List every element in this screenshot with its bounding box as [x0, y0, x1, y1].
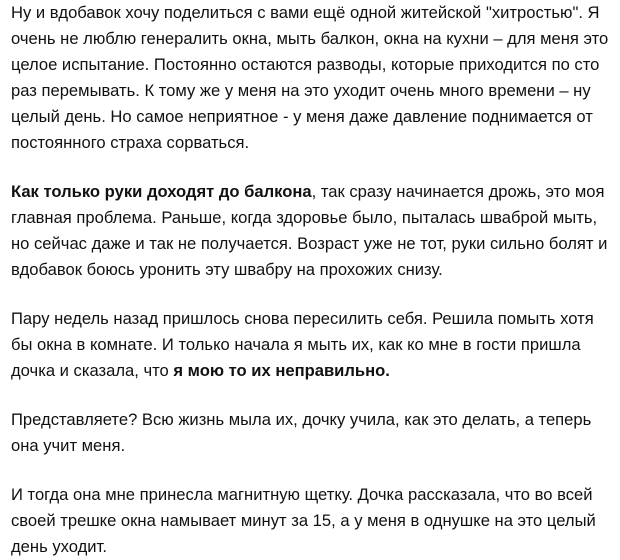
paragraph-text: Представляете? Всю жизнь мыла их, дочку учила, как это делать, а теперь она учит меня. [11, 410, 592, 455]
paragraph-3 [11, 306, 611, 384]
paragraph-text: И тогда она мне принесла магнитную щетку. Дочка рассказала, что во всей своей трешке окна намывает минут за 15, а у меня в однушке на это целый день уходит. [11, 485, 596, 556]
bold-phrase: Как только руки доходят до балкона [11, 182, 312, 201]
paragraph-1 [11, 0, 611, 156]
paragraph-text: Ну и вдобавок хочу поделиться с вами ещё одной житейской "хитростью". Я очень не люблю генералить окна, мыть балкон, окна на кухни – для меня это целое испытание. Постоянно остаются разводы, которые приходится по сто раз перемывать. К тому же у меня на это уходит очень много времени – ну целый день. Но самое неприятное - у меня даже давление поднимается от постоянного страха сорваться. [11, 3, 609, 152]
paragraph-5 [11, 482, 611, 560]
bold-phrase: я мою то их неправильно. [173, 361, 390, 380]
paragraph-text: Пару недель назад пришлось снова пересилить себя. Решила помыть хотя бы окна в комнате. И только начала я мыть их, как ко мне в гости пришла дочка и сказала, что [11, 309, 594, 380]
paragraph-2 [11, 179, 611, 283]
paragraph-4 [11, 407, 611, 459]
paragraph-text: , так сразу начинается дрожь, это моя главная проблема. Раньше, когда здоровье было, пыталась шваброй мыть, но сейчас даже и так не получается. Возраст уже не тот, руки сильно болят и вдобавок боюсь уронить эту швабру на прохожих снизу. [11, 182, 608, 279]
